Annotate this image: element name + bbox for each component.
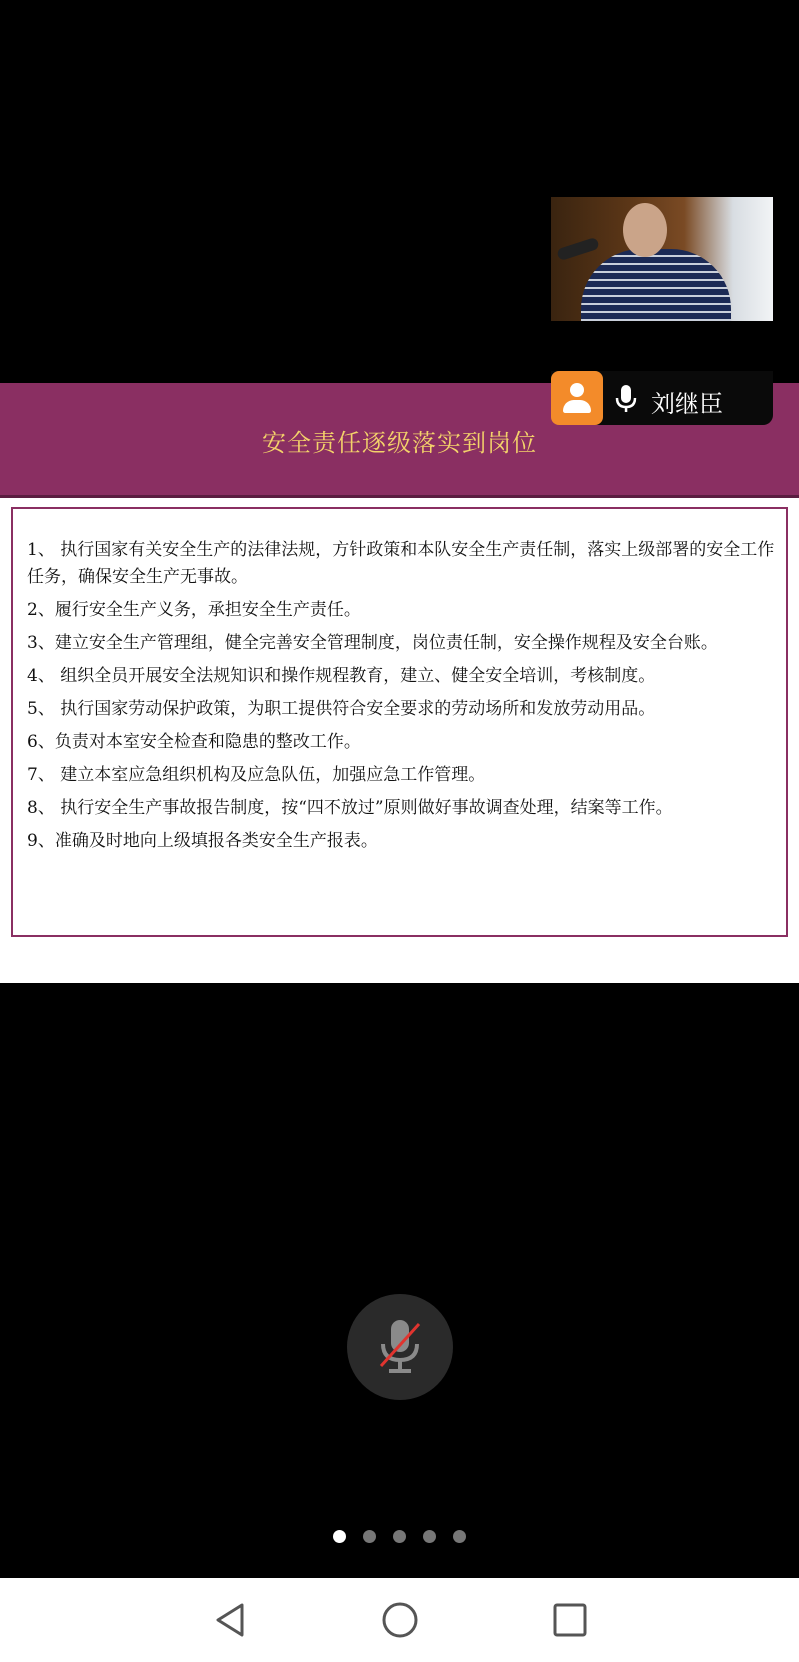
- speaker-head: [623, 203, 667, 257]
- slide-item-1: 1、 执行国家有关安全生产的法律法规，方针政策和本队安全生产责任制，落实上级部署的安全工作任务，确保安全生产无事故。: [27, 540, 775, 587]
- system-nav-bar: [0, 1578, 799, 1662]
- slide-item-3: 3、建立安全生产管理组，健全完善安全管理制度，岗位责任制，安全操作规程及安全台账。: [27, 633, 718, 653]
- home-circle-icon[interactable]: [380, 1600, 420, 1640]
- user-avatar-icon: [551, 371, 603, 425]
- speaker-body: [581, 249, 731, 321]
- speaker-name: 刘继臣: [651, 390, 723, 418]
- slide-item-5: 5、 执行国家劳动保护政策，为职工提供符合安全要求的劳动场所和发放劳动用品。: [27, 699, 656, 719]
- speaker-name-tag: [551, 371, 773, 425]
- page-dot-3[interactable]: [393, 1530, 406, 1543]
- slide-item-7: 7、 建立本室应急组织机构及应急队伍，加强应急工作管理。: [27, 765, 486, 785]
- slide-title: 安全责任逐级落实到岗位: [262, 429, 537, 457]
- slide-item-6: 6、负责对本室安全检查和隐患的整改工作。: [27, 732, 361, 752]
- slide-content-box: [11, 507, 788, 937]
- mute-microphone-button[interactable]: [347, 1294, 453, 1400]
- back-triangle-icon[interactable]: [210, 1600, 250, 1640]
- page-dot-1[interactable]: [333, 1530, 346, 1543]
- slide-item-9: 9、准确及时地向上级填报各类安全生产报表。: [27, 831, 378, 851]
- page-dot-4[interactable]: [423, 1530, 436, 1543]
- speaker-microphone: [556, 237, 600, 261]
- recents-square-icon[interactable]: [550, 1600, 590, 1640]
- microphone-muted-icon: [377, 1318, 423, 1376]
- slide-item-2: 2、履行安全生产义务，承担安全生产责任。: [27, 600, 361, 620]
- page-dot-2[interactable]: [363, 1530, 376, 1543]
- speaker-video-thumbnail[interactable]: [551, 197, 773, 321]
- page-indicator: [0, 1530, 799, 1544]
- slide-item-8: 8、 执行安全生产事故报告制度，按“四不放过”原则做好事故调查处理，结案等工作。: [27, 798, 673, 818]
- page-dot-5[interactable]: [453, 1530, 466, 1543]
- slide-item-4: 4、 组织全员开展安全法规知识和操作规程教育，建立、健全安全培训，考核制度。: [27, 666, 656, 686]
- microphone-icon: [615, 384, 637, 414]
- shared-slide: [0, 383, 799, 983]
